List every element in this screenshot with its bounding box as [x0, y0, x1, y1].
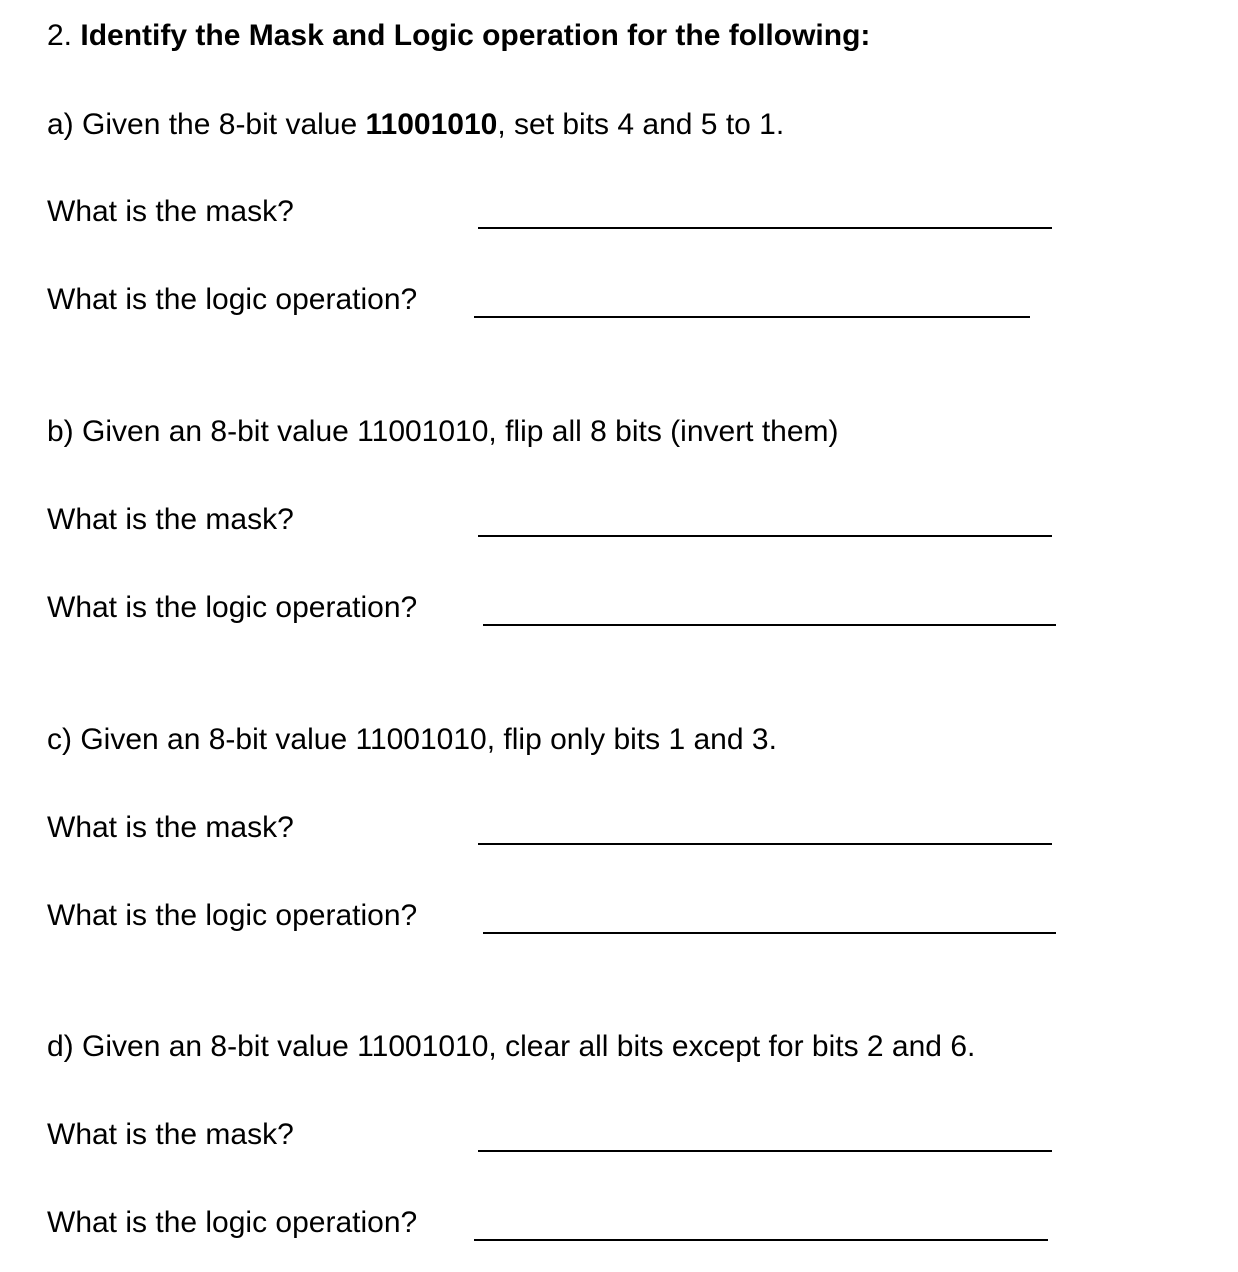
- part-b-mask-answer-blank[interactable]: [478, 535, 1052, 537]
- part-c-value: 11001010: [355, 723, 487, 756]
- part-d-prefix: d) Given an 8-bit value: [47, 1030, 358, 1063]
- part-a-prefix: a) Given the 8-bit value: [47, 108, 366, 141]
- part-a-suffix: , set bits 4 and 5 to 1.: [497, 108, 785, 141]
- part-c-prompt: [47, 722, 777, 758]
- part-b-prompt: [47, 414, 839, 450]
- part-a-mask-question: What is the mask?: [47, 195, 294, 228]
- part-b-prefix: b) Given an 8-bit value: [47, 415, 358, 448]
- part-c-logic-answer-blank[interactable]: [483, 932, 1056, 934]
- part-a-value: 11001010: [365, 108, 498, 141]
- part-b-value: 11001010: [357, 415, 489, 448]
- part-b-logic-answer-blank[interactable]: [483, 624, 1056, 626]
- part-a-prompt: [47, 107, 784, 143]
- part-d-mask-answer-blank[interactable]: [478, 1150, 1052, 1152]
- question-number: 2.: [47, 19, 73, 52]
- part-a-logic-answer-blank[interactable]: [474, 316, 1030, 318]
- part-b-logic-question: What is the logic operation?: [47, 591, 418, 624]
- question-title: [47, 18, 870, 54]
- part-d-value: 11001010: [357, 1030, 489, 1063]
- part-d-prompt: [47, 1029, 975, 1065]
- part-c-prefix: c) Given an 8-bit value: [47, 723, 356, 756]
- part-a-mask-answer-blank[interactable]: [478, 227, 1052, 229]
- question-title-text: Identify the Mask and Logic operation for the following:: [80, 19, 871, 52]
- part-a-logic-question: What is the logic operation?: [47, 283, 418, 316]
- part-c-suffix: , flip only bits 1 and 3.: [486, 723, 777, 756]
- part-c-logic-question: What is the logic operation?: [47, 899, 418, 932]
- part-d-suffix: , clear all bits except for bits 2 and 6.: [488, 1030, 976, 1063]
- part-d-logic-question: What is the logic operation?: [47, 1206, 418, 1239]
- part-c-mask-answer-blank[interactable]: [478, 843, 1052, 845]
- part-c-mask-question: What is the mask?: [47, 811, 294, 844]
- part-d-logic-answer-blank[interactable]: [474, 1239, 1048, 1241]
- part-b-suffix: , flip all 8 bits (invert them): [488, 415, 839, 448]
- part-b-mask-question: What is the mask?: [47, 503, 294, 536]
- part-d-mask-question: What is the mask?: [47, 1118, 294, 1151]
